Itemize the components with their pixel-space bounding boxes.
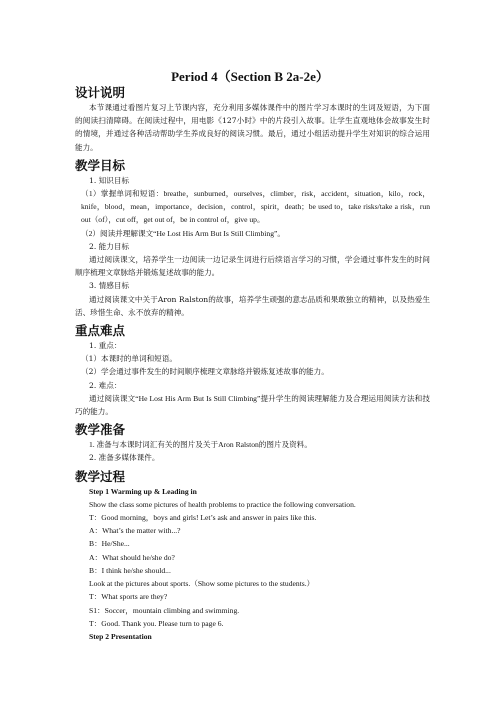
process-line: A：What’s the matter with...? (89, 526, 181, 536)
process-line: S1：Soccer，mountain climbing and swimming. (89, 605, 240, 615)
goal-knowledge-item-1: （1）掌握单词和短语：breathe，sunburned，ourselves，climber，risk，accident，situation，kilo，rock，knife，blood，mean，importance，decision，control，spirit，death；be used to，take risks/take a risk，run out（of），cut off，get out of，be in control of，give up。 (81, 189, 430, 225)
goal-ability-body: 通过阅读课文，培养学生一边阅读一边记录生词进行后续语言学习的习惯，学会通过事件发生的时间顺序梳理文章脉络并锻炼复述故事的能力。 (75, 255, 430, 278)
step-1-heading: Step 1 Warming up & Leading in (89, 486, 197, 496)
section-heading-design: 设计说明 (75, 85, 126, 100)
process-line: T：Good. Thank you. Please turn to page 6. (89, 618, 224, 628)
section-heading-goals: 教学目标 (75, 157, 126, 173)
section-heading-key: 重点难点 (75, 323, 126, 339)
process-line: Show the class some pictures of health problems to practice the following conversation. (89, 499, 356, 509)
prep-item-1: 1. 准备与本课时词汇有关的图片及关于Aron Ralston的图片及资料。 (89, 440, 312, 450)
step-2-heading: Step 2 Presentation (89, 631, 152, 641)
goal-ability-title: 2. 能力目标 (89, 241, 130, 251)
process-line: T：What sports are they? (89, 592, 168, 602)
goal-emotion-body: 通过阅读课文中关于Aron Ralston的故事，培养学生顽强的意志品质和果敢独立的精神，以及热爱生活、珍惜生命、永不放弃的精神。 (75, 294, 430, 317)
section-heading-process: 教学过程 (75, 468, 126, 484)
process-line: Look at the pictures about sports.（Show some pictures to the students.） (89, 579, 315, 589)
goal-emotion-title: 3. 情感目标 (89, 281, 130, 291)
goal-knowledge-item-2: （2）阅读并理解课文“He Lost His Arm But Is Still Climbing”。 (81, 228, 285, 238)
goal-knowledge-title: 1. 知识目标 (89, 175, 130, 185)
process-line: B：He/She... (89, 539, 130, 549)
section-heading-prep: 教学准备 (75, 422, 126, 438)
key-point-item-1: （1）本课时的单词和短语。 (81, 354, 177, 364)
process-line: A：What should he/she do? (89, 552, 175, 562)
design-paragraph: 本节课通过看图片复习上节课内容，充分利用多媒体课件中的图片学习本课时的生词及短语，为下面的阅读扫清障碍。在阅读过程中，用电影《127小时》中的片段引入故事。让学生直观地体会故事发生时的情境，并通过各种活动帮助学生养成良好的阅读习惯。最后，通过小组活动提升学生对知识的综合运用能力。 (75, 103, 430, 152)
difficult-point-body: 通过阅读课文“He Lost His Arm But Is Still Climbing”提升学生的阅读理解能力及合理运用阅读方法和技巧的能力。 (75, 393, 430, 417)
document-body (75, 84, 430, 643)
key-point-item-2: （2）学会通过事件发生的时间顺序梳理文章脉络并锻炼复述故事的能力。 (81, 367, 329, 377)
key-point-title: 1. 重点： (89, 341, 122, 351)
page-title: Period 4（Section B 2a-2e） (171, 69, 329, 84)
process-line: T：Good morning，boys and girls! Let’s ask and answer in pairs like this. (89, 513, 317, 523)
process-line: B：I think he/she should... (89, 565, 171, 575)
difficult-point-title: 2. 难点： (89, 380, 122, 390)
prep-item-2: 2. 准备多媒体课件。 (89, 453, 160, 463)
